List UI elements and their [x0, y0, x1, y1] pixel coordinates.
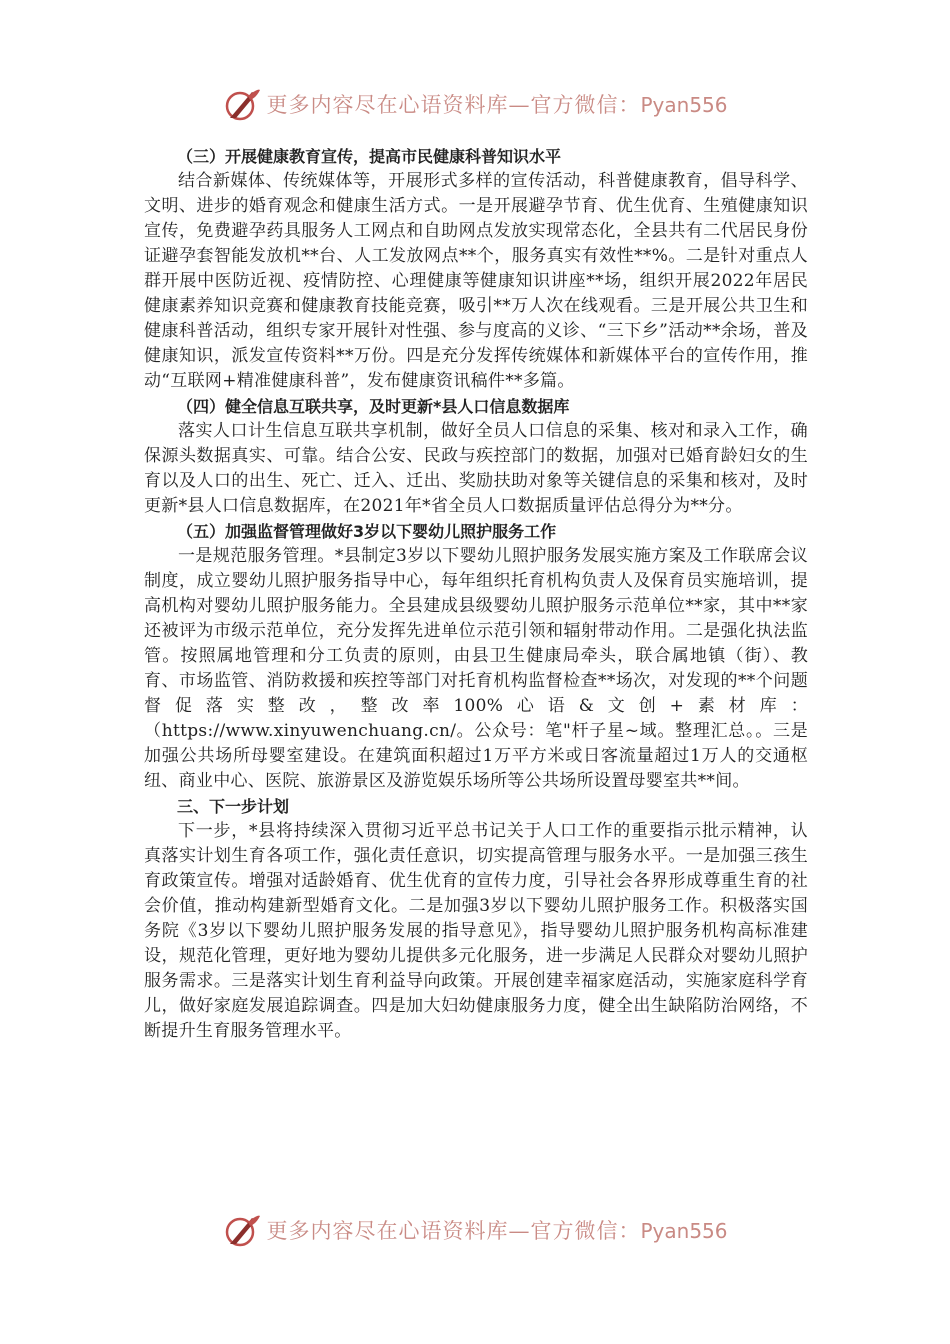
document-body [144, 144, 808, 1044]
section-paragraph: 结合新媒体、传统媒体等，开展形式多样的宣传活动，科普健康教育，倡导科学、文明、进步的婚育观念和健康生活方式。一是开展避孕节育、优生优育、生殖健康知识宣传，免费避孕药具服务人工网点和自助网点发放实现常态化，全县共有二代居民身份证避孕套智能发放机**台、人工发放网点**个，服务真实有效性**%。二是针对重点人群开展中医防近视、疫情防控、心理健康等健康知识讲座**场，组织开展2022年居民健康素养知识竞赛和健康教育技能竞赛，吸引**万人次在线观看。三是开展公共卫生和健康科普活动，组织专家开展针对性强、参与度高的义诊、“三下乡”活动**余场，普及健康知识，派发宣传资料**万份。四是充分发挥传统媒体和新媒体平台的宣传作用，推动“互联网+精准健康科普”，发布健康资讯稿件**多篇。 [144, 171, 808, 391]
section-heading: （五）加强监督管理做好3岁以下婴幼儿照护服务工作 [177, 522, 557, 541]
section-paragraph: 落实人口计生信息互联共享机制，做好全员人口信息的采集、核对和录入工作，确保源头数据真实、可靠。结合公安、民政与疾控部门的数据，加强对已婚育龄妇女的生育以及人口的出生、死亡、迁入、迁出、奖励扶助对象等关键信息的采集和核对，及时更新*县人口信息数据库，在2021年*省全员人口数据质量评估总得分为**分。 [144, 421, 808, 516]
section-heading: （四）健全信息互联共享，及时更新*县人口信息数据库 [177, 397, 570, 416]
watermark-text: 更多内容尽在心语资料库—官方微信：Pyan556 [266, 1219, 728, 1243]
watermark-footer [0, 1210, 950, 1250]
section-heading: 三、下一步计划 [177, 797, 290, 816]
section-paragraph: 下一步，*县将持续深入贯彻习近平总书记关于人口工作的重要指示批示精神，认真落实计划生育各项工作，强化责任意识，切实提高管理与服务水平。一是加强三孩生育政策宣传。增强对适龄婚育、优生优育的宣传力度，引导社会各界形成尊重生育的社会价值，推动构建新型婚育文化。二是加强3岁以下婴幼儿照护服务工作。积极落实国务院《3岁以下婴幼儿照护服务发展的指导意见》，指导婴幼儿照护服务机构高标准建设，规范化管理，更好地为婴幼儿提供多元化服务，进一步满足人民群众对婴幼儿照护服务需求。三是落实计划生育利益导向政策。开展创建幸福家庭活动，实施家庭科学育儿，做好家庭发展追踪调查。四是加大妇幼健康服务力度，健全出生缺陷防治网络，不断提升生育服务管理水平。 [144, 821, 808, 1041]
section-paragraph: 一是规范服务管理。*县制定3岁以下婴幼儿照护服务发展实施方案及工作联席会议制度，成立婴幼儿照护服务指导中心，每年组织托育机构负责人及保育员实施培训，提高机构对婴幼儿照护服务能力。全县建成县级婴幼儿照护服务示范单位**家，其中**家还被评为市级示范单位，充分发挥先进单位示范引领和辐射带动作用。二是强化执法监管。按照属地管理和分工负责的原则，由县卫生健康局牵头，联合属地镇（街）、教育、市场监管、消防救援和疾控等部门对托育机构监督检查**场次，对发现的**个问题督促落实整改，整改率100%心语&文创+素材库：（https://www.xinyuwenchuang.cn/。公众号：笔"杆子星~域。整理汇总。。三是加强公共场所母婴室建设。在建筑面积超过1万平方米或日客流量超过1万人的交通枢纽、商业中心、医院、旅游景区及游览娱乐场所等公共场所设置母婴室共**间。 [144, 546, 808, 791]
watermark-text: 更多内容尽在心语资料库—官方微信：Pyan556 [266, 93, 728, 117]
section-heading: （三）开展健康教育宣传，提高市民健康科普知识水平 [177, 147, 562, 166]
quill-logo-icon [222, 1210, 262, 1250]
watermark-header [0, 84, 950, 124]
quill-logo-icon [222, 84, 262, 124]
